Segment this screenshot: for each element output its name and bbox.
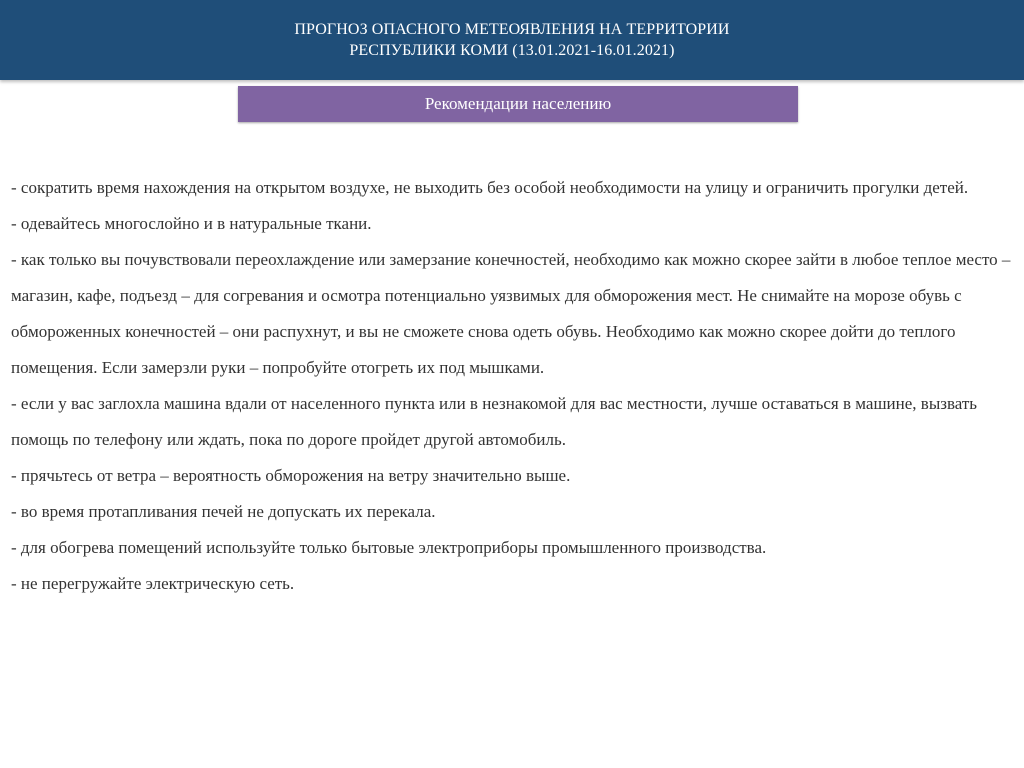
recommendation-item: - если у вас заглохла машина вдали от населенного пункта или в незнакомой для вас местности, лучше оставаться в машине, вызвать помощь по телефону или ждать, пока по дороге пройдет другой автомобиль. (11, 394, 978, 449)
recommendation-item: - для обогрева помещений используйте только бытовые электроприборы промышленного производства. (11, 538, 767, 557)
slide-header (0, 0, 1024, 80)
recommendation-item: - одевайтесь многослойно и в натуральные ткани. (11, 214, 372, 233)
section-banner-label: Рекомендации населению (424, 94, 612, 113)
recommendation-item: - во время протапливания печей не допускать их перекала. (11, 502, 436, 521)
header-title-line-1: ПРОГНОЗ ОПАСНОГО МЕТЕОЯВЛЕНИЯ НА ТЕРРИТОРИИ (294, 21, 730, 38)
header-title-line-2: РЕСПУБЛИКИ КОМИ (13.01.2021-16.01.2021) (349, 42, 675, 59)
section-banner (238, 86, 798, 122)
recommendation-item: - как только вы почувствовали переохлаждение или замерзание конечностей, необходимо как можно скорее зайти в любое теплое место – магазин, кафе, подъезд – для согревания и осмотра потенциально уязвимых для обморожения мест. Не снимайте на морозе обувь с обмороженных конечностей – они распухнут, и вы не сможете снова одеть обувь. Необходимо как можно скорее дойти до теплого помещения. Если замерзли руки – попробуйте отогреть их под мышками. (11, 250, 1011, 377)
recommendation-item: - прячьтесь от ветра – вероятность обморожения на ветру значительно выше. (11, 466, 571, 485)
recommendation-item: - сократить время нахождения на открытом воздухе, не выходить без особой необходимости на улицу и ограничить прогулки детей. (11, 178, 969, 197)
recommendations-list (11, 170, 1016, 602)
recommendation-item: - не перегружайте электрическую сеть. (11, 574, 295, 593)
